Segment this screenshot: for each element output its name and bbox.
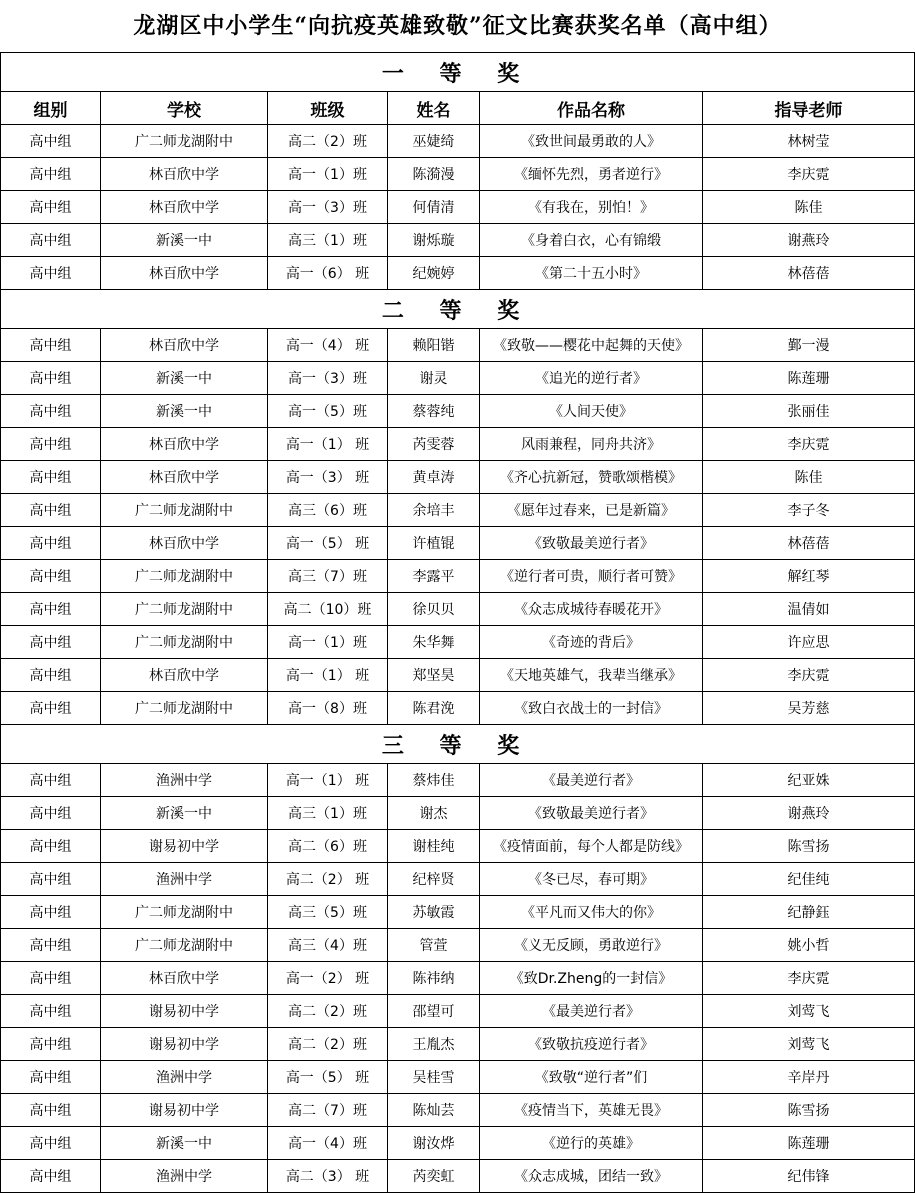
table-row: [1, 626, 915, 659]
teacher-cell: 纪亚姝: [703, 764, 915, 797]
table-row: [1, 527, 915, 560]
teacher-cell: 林蓓蓓: [703, 527, 915, 560]
teacher-cell: 李子冬: [703, 494, 915, 527]
teacher-cell: 吴芳慈: [703, 692, 915, 725]
group-cell: 高中组: [1, 428, 101, 461]
award-table-body: [1, 53, 915, 1193]
school-cell: 广二师龙湖附中: [101, 896, 268, 929]
class-cell: 高一（5） 班: [268, 527, 388, 560]
work-title-cell: 《追光的逆行者》: [480, 362, 703, 395]
table-row: [1, 1094, 915, 1127]
name-cell: 何倩清: [388, 191, 480, 224]
name-cell: 许植锟: [388, 527, 480, 560]
section-row: [1, 725, 915, 764]
school-cell: 新溪一中: [101, 797, 268, 830]
name-cell: 蔡炜佳: [388, 764, 480, 797]
name-cell: 陈祎纳: [388, 962, 480, 995]
name-cell: 苏敏霞: [388, 896, 480, 929]
teacher-cell: 李庆霓: [703, 158, 915, 191]
work-title-cell: 《疫情当下，英雄无畏》: [480, 1094, 703, 1127]
group-cell: 高中组: [1, 527, 101, 560]
school-cell: 新溪一中: [101, 1127, 268, 1160]
table-row: [1, 125, 915, 158]
school-cell: 林百欣中学: [101, 962, 268, 995]
class-cell: 高三（5）班: [268, 896, 388, 929]
class-cell: 高三（1）班: [268, 224, 388, 257]
teacher-cell: 陈佳: [703, 461, 915, 494]
name-cell: 陈漪漫: [388, 158, 480, 191]
school-cell: 林百欣中学: [101, 191, 268, 224]
work-title-cell: 《致Dr.Zheng的一封信》: [480, 962, 703, 995]
name-header: 姓名: [388, 92, 480, 125]
name-cell: 赖阳锴: [388, 329, 480, 362]
group-header: 组别: [1, 92, 101, 125]
school-cell: 广二师龙湖附中: [101, 692, 268, 725]
work-title-cell: 《平凡而又伟大的你》: [480, 896, 703, 929]
class-cell: 高三（1）班: [268, 797, 388, 830]
school-cell: 林百欣中学: [101, 527, 268, 560]
school-cell: 谢易初中学: [101, 830, 268, 863]
group-cell: 高中组: [1, 962, 101, 995]
table-row: [1, 191, 915, 224]
name-cell: 芮雯蓉: [388, 428, 480, 461]
name-cell: 邵望可: [388, 995, 480, 1028]
class-cell: 高二（6）班: [268, 830, 388, 863]
teacher-cell: 陈莲珊: [703, 362, 915, 395]
group-cell: 高中组: [1, 1061, 101, 1094]
class-cell: 高一（3）班: [268, 191, 388, 224]
table-row: [1, 395, 915, 428]
school-cell: 广二师龙湖附中: [101, 593, 268, 626]
class-cell: 高二（2）班: [268, 125, 388, 158]
group-cell: 高中组: [1, 257, 101, 290]
school-cell: 广二师龙湖附中: [101, 560, 268, 593]
table-row: [1, 896, 915, 929]
group-cell: 高中组: [1, 158, 101, 191]
school-cell: 林百欣中学: [101, 329, 268, 362]
work-title-cell: 《人间天使》: [480, 395, 703, 428]
table-row: [1, 962, 915, 995]
group-cell: 高中组: [1, 1094, 101, 1127]
teacher-cell: 姚小哲: [703, 929, 915, 962]
class-cell: 高一（3） 班: [268, 461, 388, 494]
teacher-cell: 陈莲珊: [703, 1127, 915, 1160]
name-cell: 谢灵: [388, 362, 480, 395]
group-cell: 高中组: [1, 329, 101, 362]
school-cell: 新溪一中: [101, 362, 268, 395]
table-row: [1, 560, 915, 593]
section-row: [1, 53, 915, 92]
work-title-cell: 《愿年过春来，已是新篇》: [480, 494, 703, 527]
school-cell: 谢易初中学: [101, 1094, 268, 1127]
class-cell: 高二（7）班: [268, 1094, 388, 1127]
table-row: [1, 329, 915, 362]
name-cell: 芮奕虹: [388, 1160, 480, 1193]
name-cell: 纪梓贤: [388, 863, 480, 896]
table-row: [1, 692, 915, 725]
group-cell: 高中组: [1, 1127, 101, 1160]
work-title-cell: 《致世间最勇敢的人》: [480, 125, 703, 158]
teacher-cell: 纪佳纯: [703, 863, 915, 896]
work-title-cell: 《致敬——樱花中起舞的天使》: [480, 329, 703, 362]
work-title-cell: 《缅怀先烈，勇者逆行》: [480, 158, 703, 191]
teacher-header: 指导老师: [703, 92, 915, 125]
teacher-cell: 李庆霓: [703, 428, 915, 461]
teacher-cell: 林蓓蓓: [703, 257, 915, 290]
table-row: [1, 830, 915, 863]
school-cell: 林百欣中学: [101, 461, 268, 494]
table-row: [1, 659, 915, 692]
class-cell: 高二（3） 班: [268, 1160, 388, 1193]
class-cell: 高一（2） 班: [268, 962, 388, 995]
work-title-cell: 《众志成城待春暖花开》: [480, 593, 703, 626]
school-cell: 新溪一中: [101, 224, 268, 257]
name-cell: 谢桂纯: [388, 830, 480, 863]
name-cell: 余培丰: [388, 494, 480, 527]
group-cell: 高中组: [1, 764, 101, 797]
name-cell: 谢烁璇: [388, 224, 480, 257]
table-row: [1, 995, 915, 1028]
table-row: [1, 158, 915, 191]
name-cell: 谢汝烨: [388, 1127, 480, 1160]
school-cell: 林百欣中学: [101, 659, 268, 692]
group-cell: 高中组: [1, 191, 101, 224]
page-title: 龙湖区中小学生“向抗疫英雄致敬”征文比赛获奖名单（高中组）: [133, 13, 782, 39]
award-section-title: 三 等 奖: [1, 725, 915, 764]
group-cell: 高中组: [1, 362, 101, 395]
school-cell: 渔洲中学: [101, 764, 268, 797]
group-cell: 高中组: [1, 929, 101, 962]
table-row: [1, 362, 915, 395]
school-cell: 广二师龙湖附中: [101, 494, 268, 527]
name-cell: 巫婕绮: [388, 125, 480, 158]
work-title-header: 作品名称: [480, 92, 703, 125]
school-cell: 渔洲中学: [101, 863, 268, 896]
school-cell: 广二师龙湖附中: [101, 929, 268, 962]
class-cell: 高二（10）班: [268, 593, 388, 626]
school-cell: 广二师龙湖附中: [101, 125, 268, 158]
group-cell: 高中组: [1, 863, 101, 896]
school-cell: 林百欣中学: [101, 158, 268, 191]
teacher-cell: 纪伟锋: [703, 1160, 915, 1193]
group-cell: 高中组: [1, 830, 101, 863]
name-cell: 陈君浼: [388, 692, 480, 725]
work-title-cell: 《天地英雄气，我辈当继承》: [480, 659, 703, 692]
teacher-cell: 温倩如: [703, 593, 915, 626]
class-cell: 高一（3）班: [268, 362, 388, 395]
table-row: [1, 929, 915, 962]
group-cell: 高中组: [1, 461, 101, 494]
school-cell: 谢易初中学: [101, 995, 268, 1028]
teacher-cell: 谢燕玲: [703, 797, 915, 830]
teacher-cell: 陈雪扬: [703, 830, 915, 863]
table-row: [1, 863, 915, 896]
work-title-cell: 《冬已尽，春可期》: [480, 863, 703, 896]
class-header: 班级: [268, 92, 388, 125]
table-row: [1, 257, 915, 290]
group-cell: 高中组: [1, 494, 101, 527]
teacher-cell: 张丽佳: [703, 395, 915, 428]
group-cell: 高中组: [1, 692, 101, 725]
work-title-cell: 《最美逆行者》: [480, 995, 703, 1028]
teacher-cell: 刘莺飞: [703, 995, 915, 1028]
work-title-cell: 《义无反顾，勇敢逆行》: [480, 929, 703, 962]
work-title-cell: 《逆行者可贵，顺行者可赞》: [480, 560, 703, 593]
class-cell: 高一（1）班: [268, 158, 388, 191]
class-cell: 高三（4）班: [268, 929, 388, 962]
work-title-cell: 《逆行的英雄》: [480, 1127, 703, 1160]
school-cell: 渔洲中学: [101, 1160, 268, 1193]
table-row: [1, 428, 915, 461]
name-cell: 蔡蓉纯: [388, 395, 480, 428]
name-cell: 谢杰: [388, 797, 480, 830]
name-cell: 管萱: [388, 929, 480, 962]
section-row: [1, 290, 915, 329]
group-cell: 高中组: [1, 659, 101, 692]
class-cell: 高二（2）班: [268, 995, 388, 1028]
group-cell: 高中组: [1, 395, 101, 428]
name-cell: 王胤杰: [388, 1028, 480, 1061]
group-cell: 高中组: [1, 1028, 101, 1061]
name-cell: 黄卓涛: [388, 461, 480, 494]
teacher-cell: 谢燕玲: [703, 224, 915, 257]
work-title-cell: 《有我在，别怕！》: [480, 191, 703, 224]
work-title-cell: 风雨兼程，同舟共济》: [480, 428, 703, 461]
group-cell: 高中组: [1, 593, 101, 626]
group-cell: 高中组: [1, 995, 101, 1028]
teacher-cell: 许应思: [703, 626, 915, 659]
school-cell: 广二师龙湖附中: [101, 626, 268, 659]
table-row: [1, 1160, 915, 1193]
teacher-cell: 鄞一漫: [703, 329, 915, 362]
table-row: [1, 1061, 915, 1094]
class-cell: 高一（5） 班: [268, 1061, 388, 1094]
group-cell: 高中组: [1, 626, 101, 659]
class-cell: 高一（1）班: [268, 626, 388, 659]
class-cell: 高二（2） 班: [268, 863, 388, 896]
school-cell: 林百欣中学: [101, 428, 268, 461]
teacher-cell: 解红琴: [703, 560, 915, 593]
name-cell: 李露平: [388, 560, 480, 593]
work-title-cell: 《奇迹的背后》: [480, 626, 703, 659]
table-row: [1, 494, 915, 527]
class-cell: 高一（1） 班: [268, 764, 388, 797]
work-title-cell: 《最美逆行者》: [480, 764, 703, 797]
teacher-cell: 刘莺飞: [703, 1028, 915, 1061]
table-row: [1, 461, 915, 494]
teacher-cell: 陈佳: [703, 191, 915, 224]
work-title-cell: 《第二十五小时》: [480, 257, 703, 290]
teacher-cell: 林树莹: [703, 125, 915, 158]
class-cell: 高一（8）班: [268, 692, 388, 725]
work-title-cell: 《致敬抗疫逆行者》: [480, 1028, 703, 1061]
class-cell: 高一（5）班: [268, 395, 388, 428]
class-cell: 高一（6） 班: [268, 257, 388, 290]
class-cell: 高一（4）班: [268, 1127, 388, 1160]
group-cell: 高中组: [1, 560, 101, 593]
table-row: [1, 224, 915, 257]
name-cell: 郑坚昊: [388, 659, 480, 692]
school-cell: 谢易初中学: [101, 1028, 268, 1061]
group-cell: 高中组: [1, 797, 101, 830]
class-cell: 高三（6）班: [268, 494, 388, 527]
work-title-cell: 《致白衣战士的一封信》: [480, 692, 703, 725]
table-row: [1, 1028, 915, 1061]
teacher-cell: 李庆霓: [703, 659, 915, 692]
class-cell: 高三（7）班: [268, 560, 388, 593]
class-cell: 高一（1） 班: [268, 659, 388, 692]
work-title-cell: 《众志成城，团结一致》: [480, 1160, 703, 1193]
name-cell: 纪婉婷: [388, 257, 480, 290]
teacher-cell: 纪静鈺: [703, 896, 915, 929]
work-title-cell: 《致敬最美逆行者》: [480, 797, 703, 830]
table-row: [1, 593, 915, 626]
school-cell: 渔洲中学: [101, 1061, 268, 1094]
table-row: [1, 764, 915, 797]
teacher-cell: 辛岸丹: [703, 1061, 915, 1094]
class-cell: 高一（1） 班: [268, 428, 388, 461]
header-row: [1, 92, 915, 125]
teacher-cell: 李庆霓: [703, 962, 915, 995]
work-title-cell: 《疫情面前，每个人都是防线》: [480, 830, 703, 863]
award-table: [0, 52, 915, 1193]
name-cell: 吴桂雪: [388, 1061, 480, 1094]
table-row: [1, 797, 915, 830]
group-cell: 高中组: [1, 125, 101, 158]
group-cell: 高中组: [1, 896, 101, 929]
school-cell: 新溪一中: [101, 395, 268, 428]
award-section-title: 二 等 奖: [1, 290, 915, 329]
work-title-cell: 《致敬最美逆行者》: [480, 527, 703, 560]
school-cell: 林百欣中学: [101, 257, 268, 290]
name-cell: 陈灿芸: [388, 1094, 480, 1127]
name-cell: 朱华舞: [388, 626, 480, 659]
work-title-cell: 《致敬“逆行者”们: [480, 1061, 703, 1094]
name-cell: 徐贝贝: [388, 593, 480, 626]
award-section-title: 一 等 奖: [1, 53, 915, 92]
table-row: [1, 1127, 915, 1160]
group-cell: 高中组: [1, 1160, 101, 1193]
work-title-cell: 《齐心抗新冠，赞歌颂楷模》: [480, 461, 703, 494]
teacher-cell: 陈雪扬: [703, 1094, 915, 1127]
class-cell: 高二（2）班: [268, 1028, 388, 1061]
group-cell: 高中组: [1, 224, 101, 257]
class-cell: 高一（4） 班: [268, 329, 388, 362]
school-header: 学校: [101, 92, 268, 125]
work-title-cell: 《身着白衣，心有锦缎: [480, 224, 703, 257]
